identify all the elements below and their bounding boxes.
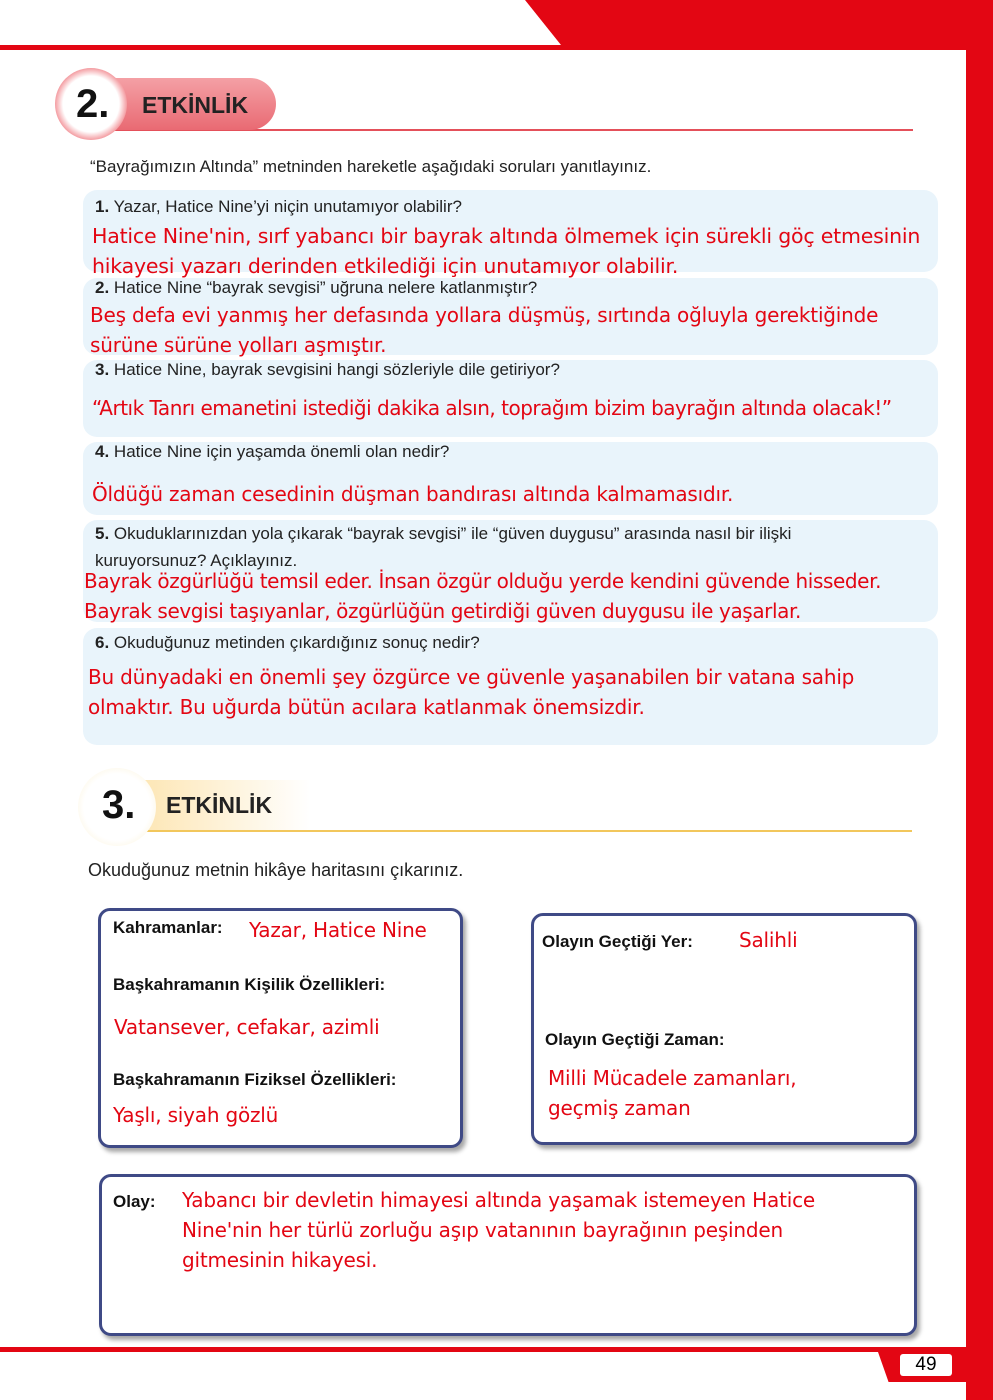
physical-answer: Yaşlı, siyah gözlü xyxy=(113,1103,279,1127)
activity2-title: ETKİNLİK xyxy=(142,92,249,118)
event-answer-line-2: Nine'nin her türlü zorluğu aşıp vatanının bayrağının peşinden xyxy=(182,1218,783,1242)
place-answer: Salihli xyxy=(739,928,798,952)
activity2-number: 2. xyxy=(76,82,110,126)
event-answer-line-1: Yabancı bir devletin himayesi altında yaşamak istemeyen Hatice xyxy=(182,1188,815,1212)
answer-3: “Artık Tanrı emanetini istediği dakika alsın, toprağım bizim bayrağın altında olacak!” xyxy=(92,396,892,420)
bottom-red-line xyxy=(0,1347,966,1352)
answer-6-line-2: olmaktır. Bu uğurda bütün acılara katlanmak önemsizdir. xyxy=(88,695,645,719)
activity2-instruction: “Bayrağımızın Altında” metninden hareketle aşağıdaki soruları yanıtlayınız. xyxy=(90,157,652,176)
question-6: 6. Okuduğunuz metinden çıkardığınız sonuç nedir? xyxy=(95,633,480,652)
answer-2-line-1: Beş defa evi yanmış her defasında yollara düşmüş, sırtında oğluyla gerektiğinde xyxy=(90,303,879,327)
top-red-band xyxy=(0,0,993,50)
time-answer-line-1: Milli Mücadele zamanları, xyxy=(548,1066,797,1090)
answer-5-line-2: Bayrak sevgisi taşıyanlar, özgürlüğün getirdiği güven duygusu ile yaşarlar. xyxy=(84,599,801,623)
event-label: Olay: xyxy=(113,1192,156,1211)
page-number: 49 xyxy=(900,1354,952,1376)
place-label: Olayın Geçtiği Yer: xyxy=(542,932,693,951)
answer-2-line-2: sürüne sürüne yolları aşmıştır. xyxy=(90,333,387,357)
answer-4: Öldüğü zaman cesedinin düşman bandırası altında kalmamasıdır. xyxy=(92,482,734,506)
question-2: 2. Hatice Nine “bayrak sevgisi” uğruna nelere katlanmıştır? xyxy=(95,278,538,297)
activity3-instruction: Okuduğunuz metnin hikâye haritasını çıkarınız. xyxy=(88,860,464,880)
activity3-number: 3. xyxy=(102,783,136,827)
time-answer-line-2: geçmiş zaman xyxy=(548,1096,691,1120)
answer-5-line-1: Bayrak özgürlüğü temsil eder. İnsan özgür olduğu yerde kendini güvende hisseder. xyxy=(84,569,882,593)
personality-label: Başkahramanın Kişilik Özellikleri: xyxy=(113,975,386,994)
answer-6-line-1: Bu dünyadaki en önemli şey özgürce ve güvenle yaşanabilen bir vatana sahip xyxy=(88,665,855,689)
activity3-line xyxy=(145,830,912,832)
physical-label: Başkahramanın Fiziksel Özellikleri: xyxy=(113,1070,397,1089)
question-1: 1. Yazar, Hatice Nine’yi niçin unutamıyor olabilir? xyxy=(95,197,462,216)
answer-1-line-1: Hatice Nine'nin, sırf yabancı bir bayrak altında ölmemek için sürekli göç etmesinin xyxy=(92,224,921,248)
question-4: 4. Hatice Nine için yaşamda önemli olan nedir? xyxy=(95,442,450,461)
question-5-cont: kuruyorsunuz? Açıklayınız. xyxy=(95,551,298,570)
right-red-band xyxy=(966,50,993,1400)
activity3-title: ETKİNLİK xyxy=(166,792,273,818)
event-answer-line-3: gitmesinin hikayesi. xyxy=(182,1248,378,1272)
heroes-label: Kahramanlar: xyxy=(113,918,223,937)
personality-answer: Vatansever, cefakar, azimli xyxy=(114,1015,380,1039)
question-3: 3. Hatice Nine, bayrak sevgisini hangi sözleriyle dile getiriyor? xyxy=(95,360,560,379)
time-label: Olayın Geçtiği Zaman: xyxy=(545,1030,725,1049)
question-5: 5. Okuduklarınızdan yola çıkarak “bayrak sevgisi” ile “güven duygusu” arasında nasıl bir ilişki xyxy=(95,524,792,543)
answer-1-line-2: hikayesi yazarı derinden etkilediği için unutamıyor olabilir. xyxy=(92,254,679,278)
heroes-answer: Yazar, Hatice Nine xyxy=(249,918,427,942)
